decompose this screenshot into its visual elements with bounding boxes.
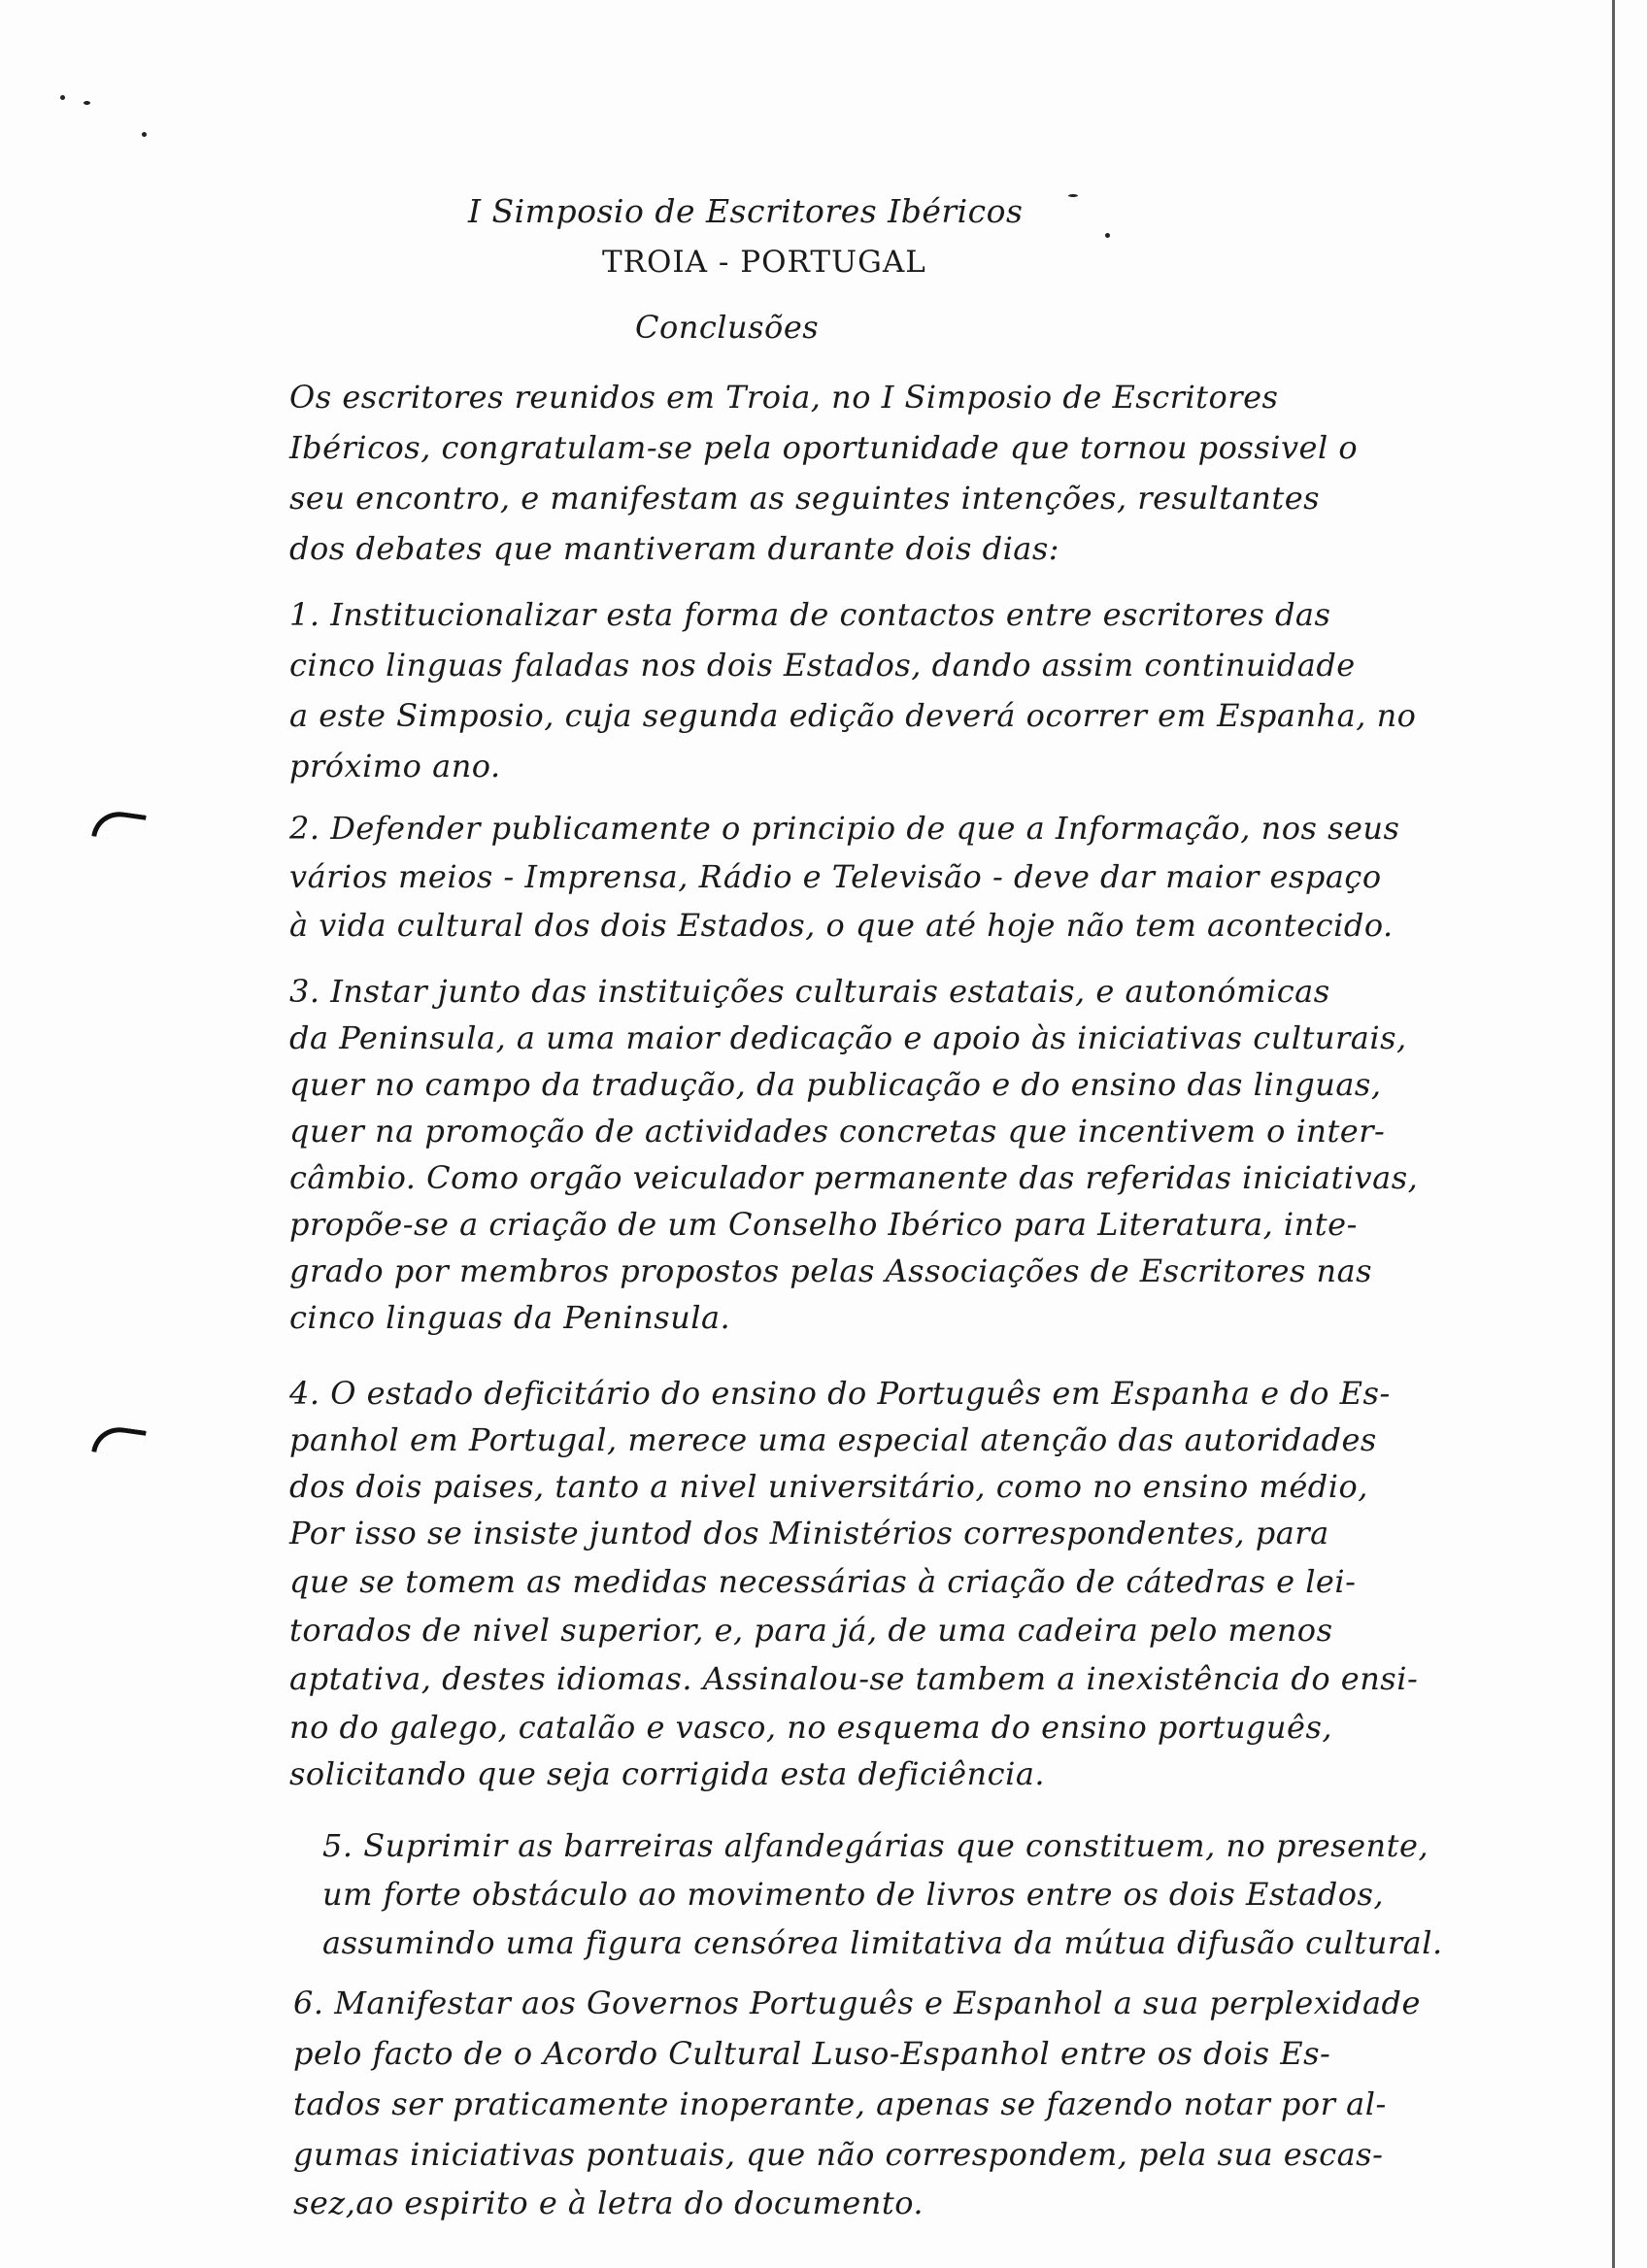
text-line: um forte obstáculo ao movimento de livros entre os dois Estados, [322,1876,1385,1913]
punch-hole-mark [91,1423,147,1458]
text-line: seu encontro, e manifestam as seguintes intenções, resultantes [289,480,1321,517]
text-line: pelo facto de o Acordo Cultural Luso-Espanhol entre os dois Es- [293,2035,1331,2072]
text-line: Ibéricos, congratulam-se pela oportunidade que tornou possivel o [289,429,1359,466]
text-line: 3. Instar junto das instituições culturais estatais, e autonómicas [289,973,1330,1010]
speck [60,95,65,100]
text-line: Por isso se insiste juntod dos Ministérios correspondentes, para [289,1515,1329,1551]
text-line: cinco linguas faladas nos dois Estados, dando assim continuidade [289,647,1356,684]
text-line: 6. Manifestar aos Governos Português e Espanhol a sua perplexidade [293,1984,1421,2021]
text-line: no do galego, catalão e vasco, no esquema do ensino português, [289,1709,1333,1746]
text-line: panhol em Portugal, merece uma especial atenção das autoridades [289,1421,1377,1458]
text-line: câmbio. Como orgão veiculador permanente das referidas iniciativas, [289,1159,1419,1196]
document-title: I Simposio de Escritores Ibéricos [468,192,1024,230]
text-line: assumindo uma figura censórea limitativa da mútua difusão cultural. [322,1924,1443,1961]
speck [142,132,147,137]
text-line: vários meios - Imprensa, Rádio e Televisão - deve dar maior espaço [289,858,1382,895]
text-line: grado por membros propostos pelas Associações de Escritores nas [289,1252,1373,1289]
page-edge-line [1612,0,1615,2268]
speck [1105,233,1110,238]
text-line: 2. Defender publicamente o principio de que a Informação, nos seus [289,810,1400,847]
text-line: aptativa, destes idiomas. Assinalou-se tambem a inexistência do ensi- [289,1660,1419,1697]
text-line: torados de nivel superior, e, para já, de uma cadeira pelo menos [289,1612,1333,1649]
text-line: tados ser praticamente inoperante, apenas se fazendo notar por al- [293,2085,1387,2122]
text-line: solicitando que seja corrigida esta deficiência. [289,1755,1046,1792]
text-line: quer na promoção de actividades concretas que incentivem o inter- [289,1113,1386,1150]
speck [84,101,90,105]
text-line: 1. Institucionalizar esta forma de contactos entre escritores das [289,596,1331,633]
speck [1068,194,1078,197]
text-line: à vida cultural dos dois Estados, o que até hoje não tem acontecido. [289,907,1394,944]
document-location: TROIA - PORTUGAL [602,245,926,280]
punch-hole-mark [91,808,147,843]
text-line: 4. O estado deficitário do ensino do Português em Espanha e do Es- [289,1375,1391,1412]
text-line: 5. Suprimir as barreiras alfandegárias que constituem, no presente, [322,1827,1429,1864]
text-line: sez,ao espirito e à letra do documento. [293,2185,924,2221]
text-line: da Peninsula, a uma maior dedicação e apoio às iniciativas culturais, [289,1019,1407,1056]
text-line: quer no campo da tradução, da publicação e do ensino das linguas, [289,1066,1382,1103]
text-line: próximo ano. [289,748,501,784]
text-line: dos debates que mantiveram durante dois dias: [289,530,1060,567]
text-line: a este Simposio, cuja segunda edição deverá ocorrer em Espanha, no [289,697,1417,734]
text-line: Os escritores reunidos em Troia, no I Simposio de Escritores [289,379,1279,416]
text-line: que se tomem as medidas necessárias à criação de cátedras e lei- [289,1563,1357,1600]
text-line: propõe-se a criação de um Conselho Ibérico para Literatura, inte- [289,1206,1358,1243]
text-line: cinco linguas da Peninsula. [289,1299,731,1336]
text-line: gumas iniciativas pontuais, que não correspondem, pela sua escas- [293,2136,1384,2173]
section-heading: Conclusões [635,309,820,346]
text-line: dos dois paises, tanto a nivel universitário, como no ensino médio, [289,1468,1368,1505]
